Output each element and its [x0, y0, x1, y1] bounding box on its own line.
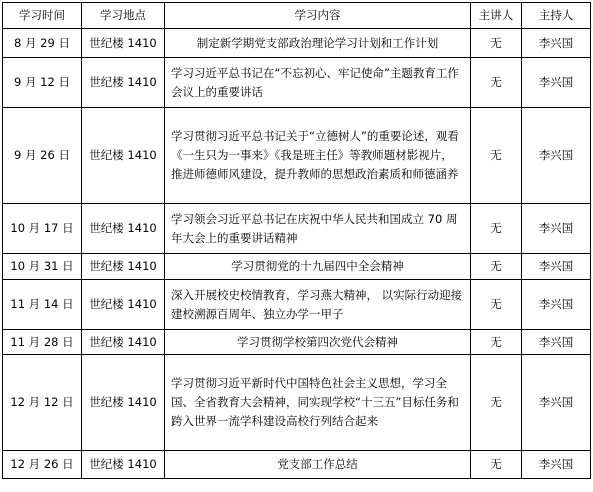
row-host: 李兴国 [522, 330, 591, 355]
row-date: 9 月 12 日 [3, 58, 82, 108]
study-schedule-table [2, 2, 591, 479]
header-place: 学习地点 [82, 3, 165, 29]
row-speaker: 无 [471, 254, 522, 280]
header-host: 主持人 [522, 3, 591, 29]
row-host: 李兴国 [522, 451, 591, 479]
row-place: 世纪楼 1410 [82, 29, 165, 58]
table-row [3, 29, 591, 58]
row-date: 8 月 29 日 [3, 29, 82, 58]
row-date: 11 月 28 日 [3, 330, 82, 355]
row-host: 李兴国 [522, 58, 591, 108]
table-row [3, 204, 591, 254]
table-row [3, 58, 591, 108]
header-content: 学习内容 [165, 3, 471, 29]
row-date: 11 月 14 日 [3, 280, 82, 330]
row-content: 学习贯彻党的十九届四中全会精神 [165, 254, 471, 280]
row-host: 李兴国 [522, 108, 591, 204]
table-row [3, 108, 591, 204]
row-place: 世纪楼 1410 [82, 108, 165, 204]
row-content: 学习领会习近平总书记在庆祝中华人民共和国成立 70 周年大会上的重要讲话精神 [165, 204, 471, 254]
row-date: 9 月 26 日 [3, 108, 82, 204]
table-row [3, 254, 591, 280]
row-host: 李兴国 [522, 355, 591, 451]
row-speaker: 无 [471, 108, 522, 204]
header-speaker: 主讲人 [471, 3, 522, 29]
table-row [3, 355, 591, 451]
row-date: 12 月 12 日 [3, 355, 82, 451]
row-speaker: 无 [471, 29, 522, 58]
row-host: 李兴国 [522, 280, 591, 330]
row-speaker: 无 [471, 330, 522, 355]
row-speaker: 无 [471, 451, 522, 479]
row-speaker: 无 [471, 58, 522, 108]
row-date: 10 月 17 日 [3, 204, 82, 254]
row-place: 世纪楼 1410 [82, 330, 165, 355]
row-speaker: 无 [471, 204, 522, 254]
row-place: 世纪楼 1410 [82, 204, 165, 254]
row-host: 李兴国 [522, 204, 591, 254]
row-content: 学习贯彻习近平新时代中国特色社会主义思想，学习全国、全省教育大会精神，同实现学校“十三五”目标任务和跨入世界一流学科建设高校行列结合起来 [165, 355, 471, 451]
table-header-row [3, 3, 591, 29]
row-date: 12 月 26 日 [3, 451, 82, 479]
table-row [3, 280, 591, 330]
row-content: 党支部工作总结 [165, 451, 471, 479]
row-speaker: 无 [471, 280, 522, 330]
table-row [3, 330, 591, 355]
row-place: 世纪楼 1410 [82, 58, 165, 108]
row-speaker: 无 [471, 355, 522, 451]
header-date: 学习时间 [3, 3, 82, 29]
row-host: 李兴国 [522, 29, 591, 58]
row-place: 世纪楼 1410 [82, 280, 165, 330]
row-date: 10 月 31 日 [3, 254, 82, 280]
row-content: 学习贯彻学校第四次党代会精神 [165, 330, 471, 355]
row-place: 世纪楼 1410 [82, 355, 165, 451]
row-place: 世纪楼 1410 [82, 451, 165, 479]
row-content: 学习贯彻习近平总书记关于“立德树人”的重要论述，观看《一生只为一事来》《我是班主任》等教师题材影视片，推进师德师风建设，提升教师的思想政治素质和师德涵养 [165, 108, 471, 204]
row-host: 李兴国 [522, 254, 591, 280]
table-row [3, 451, 591, 479]
row-place: 世纪楼 1410 [82, 254, 165, 280]
row-content: 学习习近平总书记在“不忘初心、牢记使命”主题教育工作会议上的重要讲话 [165, 58, 471, 108]
row-content: 深入开展校史校情教育，学习燕大精神， 以实际行动迎接建校溯源百周年、独立办学一甲子 [165, 280, 471, 330]
row-content: 制定新学期党支部政治理论学习计划和工作计划 [165, 29, 471, 58]
